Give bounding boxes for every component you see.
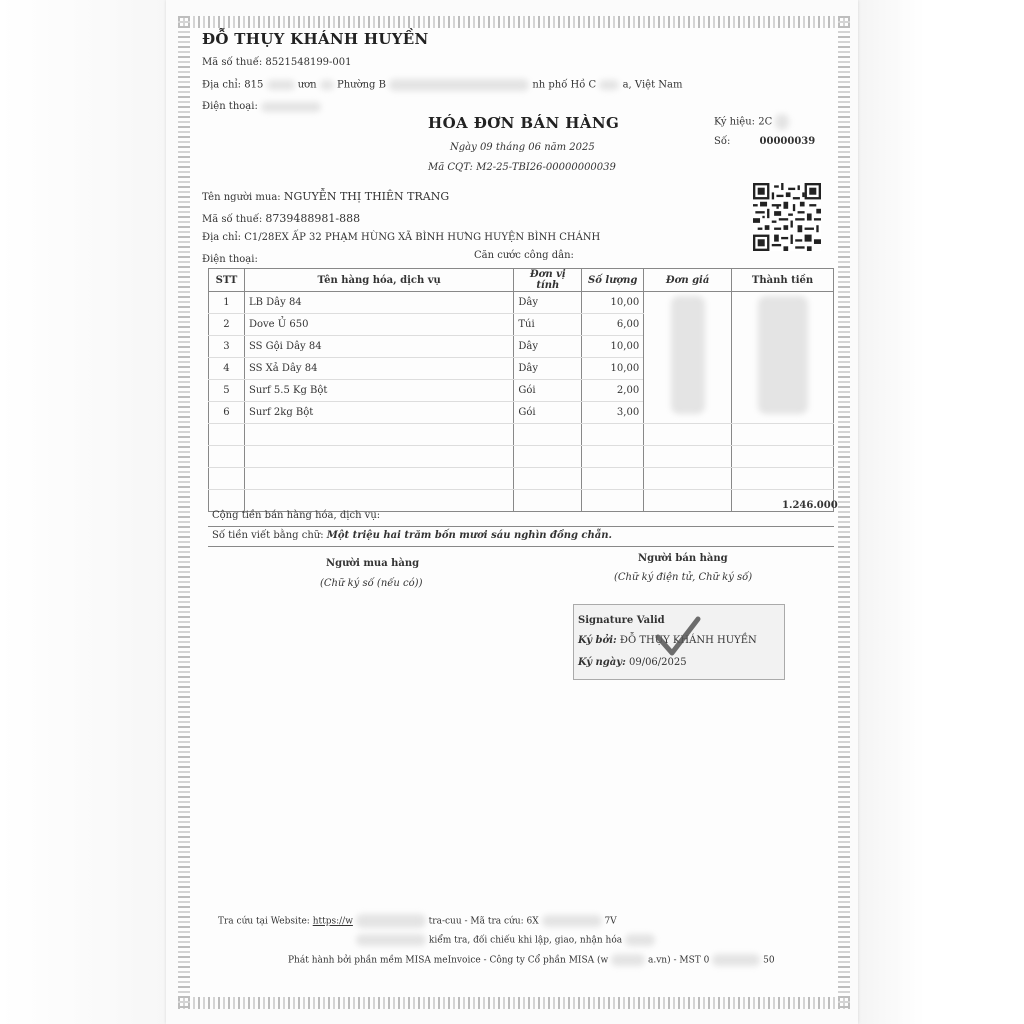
invoice-number-value: 00000039 bbox=[759, 136, 816, 147]
lookup-line bbox=[218, 914, 617, 928]
words-label: Số tiền viết bằng chữ: bbox=[212, 530, 324, 541]
row-quantity: 10,00 bbox=[582, 336, 644, 358]
row-item-name: Surf 2kg Bột bbox=[244, 402, 513, 424]
seller-address-part1: 815 bbox=[244, 79, 264, 91]
row-stt: 2 bbox=[209, 314, 245, 336]
left-margin bbox=[0, 0, 166, 1024]
header-stt: STT bbox=[209, 269, 245, 292]
redaction bbox=[625, 934, 655, 946]
buyer-signature-title: Người mua hàng bbox=[326, 558, 420, 569]
lookup-code-label: - Mã tra cứu: bbox=[464, 916, 524, 927]
header-amount: Thành tiền bbox=[732, 269, 834, 292]
redaction bbox=[671, 296, 705, 414]
row-quantity: 10,00 bbox=[582, 292, 644, 314]
row-stt: 1 bbox=[209, 292, 245, 314]
digital-signature-box bbox=[573, 604, 785, 680]
redaction bbox=[542, 915, 602, 927]
row-item-name: SS Gội Dây 84 bbox=[244, 336, 513, 358]
buyer-address: C1/28EX ẤP 32 PHẠM HÙNG XÃ BÌNH HƯNG HUYỆN BÌNH CHÁNH bbox=[244, 232, 601, 243]
row-unit: Dây bbox=[514, 292, 582, 314]
decorative-border-left bbox=[178, 16, 190, 1009]
buyer-tax-line bbox=[202, 212, 360, 225]
row-stt: 4 bbox=[209, 358, 245, 380]
decorative-border-bottom bbox=[178, 997, 850, 1009]
buyer-name: NGUYỄN THỊ THIÊN TRANG bbox=[283, 190, 450, 203]
row-stt: 3 bbox=[209, 336, 245, 358]
seller-signature-note: (Chữ ký điện tử, Chữ ký số) bbox=[614, 572, 753, 583]
row-stt: 5 bbox=[209, 380, 245, 402]
footer-line-2-text: kiểm tra, đối chiếu khi lập, giao, nhận hóa bbox=[428, 935, 623, 946]
buyer-address-label: Địa chỉ: bbox=[202, 232, 242, 243]
invoice-number-label: Số: bbox=[714, 136, 731, 147]
amount-column bbox=[732, 292, 834, 424]
seller-tax-label: Mã số thuế: bbox=[202, 57, 263, 68]
redaction bbox=[599, 80, 619, 90]
lookup-code-end: 7V bbox=[604, 916, 617, 927]
table-row-empty bbox=[209, 446, 834, 468]
row-stt: 6 bbox=[209, 402, 245, 424]
seller-address-part5: a, Việt Nam bbox=[622, 79, 683, 91]
qr-code bbox=[753, 183, 821, 251]
checkmark-icon bbox=[654, 615, 702, 659]
subtotal-value: 1.246.000 bbox=[782, 500, 838, 511]
seller-tax-line bbox=[202, 57, 352, 68]
table-row-empty bbox=[209, 490, 834, 512]
amount-in-words-line bbox=[212, 530, 612, 541]
signed-by-value: ĐỖ THỤY KHÁNH HUYỀN bbox=[619, 635, 757, 646]
invoice-symbol bbox=[714, 114, 789, 130]
invoice-title: HÓA ĐƠN BÁN HÀNG bbox=[428, 114, 620, 132]
redaction bbox=[356, 914, 426, 928]
row-unit: Dây bbox=[514, 358, 582, 380]
lookup-url-end[interactable]: tra-cuu bbox=[428, 916, 462, 927]
seller-address-line bbox=[202, 79, 682, 91]
invoice-symbol-label: Ký hiệu: bbox=[714, 116, 756, 128]
table-row-empty bbox=[209, 468, 834, 490]
redaction bbox=[712, 954, 760, 966]
buyer-tax-label: Mã số thuế: bbox=[202, 214, 263, 225]
row-unit: Túi bbox=[514, 314, 582, 336]
invoice-date: Ngày 09 tháng 06 năm 2025 bbox=[450, 142, 595, 153]
footer-line-3-start: Phát hành bởi phần mềm MISA meInvoice - Công ty Cổ phần MISA (w bbox=[288, 955, 609, 966]
row-quantity: 6,00 bbox=[582, 314, 644, 336]
row-unit: Gói bbox=[514, 402, 582, 424]
footer-line-3 bbox=[288, 954, 775, 966]
footer-line-3-end: 50 bbox=[763, 955, 775, 966]
redaction bbox=[775, 114, 789, 130]
header-quantity: Số lượng bbox=[582, 269, 644, 292]
table-row-empty bbox=[209, 424, 834, 446]
row-item-name: LB Dây 84 bbox=[244, 292, 513, 314]
divider bbox=[208, 546, 834, 547]
footer-line-2 bbox=[356, 934, 655, 946]
row-quantity: 2,00 bbox=[582, 380, 644, 402]
lookup-url-start[interactable]: https://w bbox=[312, 916, 353, 927]
seller-name: ĐỖ THỤY KHÁNH HUYỀN bbox=[202, 30, 429, 48]
row-item-name: Surf 5.5 Kg Bột bbox=[244, 380, 513, 402]
seller-tax-code: 8521548199-001 bbox=[265, 57, 352, 68]
right-margin bbox=[858, 0, 1024, 1024]
header-unit-price: Đơn giá bbox=[644, 269, 732, 292]
buyer-id-label: Căn cước công dân: bbox=[474, 250, 574, 261]
seller-phone-line bbox=[202, 101, 321, 112]
invoice-number bbox=[714, 136, 815, 147]
seller-address-part2: ươn bbox=[297, 79, 317, 91]
header-unit: Đơn vị tính bbox=[514, 269, 582, 292]
divider bbox=[208, 526, 834, 527]
table-header-row bbox=[209, 269, 834, 292]
seller-phone-label: Điện thoại: bbox=[202, 101, 258, 112]
row-item-name: SS Xả Dây 84 bbox=[244, 358, 513, 380]
seller-address-part3: Phường B bbox=[336, 79, 386, 91]
buyer-name-label: Tên người mua: bbox=[202, 192, 281, 203]
invoice-page bbox=[178, 16, 850, 1009]
invoice-symbol-value: 2C bbox=[758, 116, 773, 128]
subtotal-label: Cộng tiền bán hàng hóa, dịch vụ: bbox=[212, 510, 381, 521]
seller-address-label: Địa chỉ: bbox=[202, 79, 242, 91]
unit-price-column bbox=[644, 292, 732, 424]
redaction bbox=[356, 934, 426, 946]
seller-signature-title: Người bán hàng bbox=[638, 553, 728, 564]
buyer-tax-code: 8739488981-888 bbox=[265, 212, 361, 225]
seller-address-part4: nh phố Hồ C bbox=[532, 79, 597, 91]
row-unit: Dây bbox=[514, 336, 582, 358]
buyer-address-line bbox=[202, 232, 600, 243]
buyer-signature-note: (Chữ ký số (nếu có)) bbox=[320, 578, 423, 589]
header-item-name: Tên hàng hóa, dịch vụ bbox=[244, 269, 513, 292]
signed-date-value: 09/06/2025 bbox=[628, 657, 687, 668]
table-row bbox=[209, 292, 834, 314]
words-value: Một triệu hai trăm bốn mươi sáu nghìn đồng chẵn. bbox=[326, 530, 613, 541]
redaction bbox=[758, 296, 808, 414]
signed-by-label: Ký bởi: bbox=[578, 635, 617, 646]
row-quantity: 10,00 bbox=[582, 358, 644, 380]
lookup-label: Tra cứu tại Website: bbox=[218, 916, 310, 927]
lookup-code-start: 6X bbox=[526, 916, 539, 927]
row-item-name: Dove Ủ 650 bbox=[244, 314, 513, 336]
row-unit: Gói bbox=[514, 380, 582, 402]
signature-valid-label: Signature Valid bbox=[578, 615, 665, 626]
decorative-border-right bbox=[838, 16, 850, 1009]
row-quantity: 3,00 bbox=[582, 402, 644, 424]
signed-date-label: Ký ngày: bbox=[578, 657, 626, 668]
redaction bbox=[320, 80, 334, 90]
invoice-cqt-code: Mã CQT: M2-25-TBI26-00000000039 bbox=[428, 162, 616, 173]
redaction bbox=[611, 954, 645, 966]
buyer-phone-label: Điện thoại: bbox=[202, 254, 258, 265]
redaction bbox=[267, 80, 295, 90]
redaction bbox=[389, 79, 529, 91]
buyer-name-line bbox=[202, 190, 449, 203]
footer-line-3-mid: a.vn) - MST 0 bbox=[647, 955, 710, 966]
items-table bbox=[208, 268, 834, 512]
decorative-border-top bbox=[178, 16, 850, 28]
redaction bbox=[261, 102, 321, 112]
